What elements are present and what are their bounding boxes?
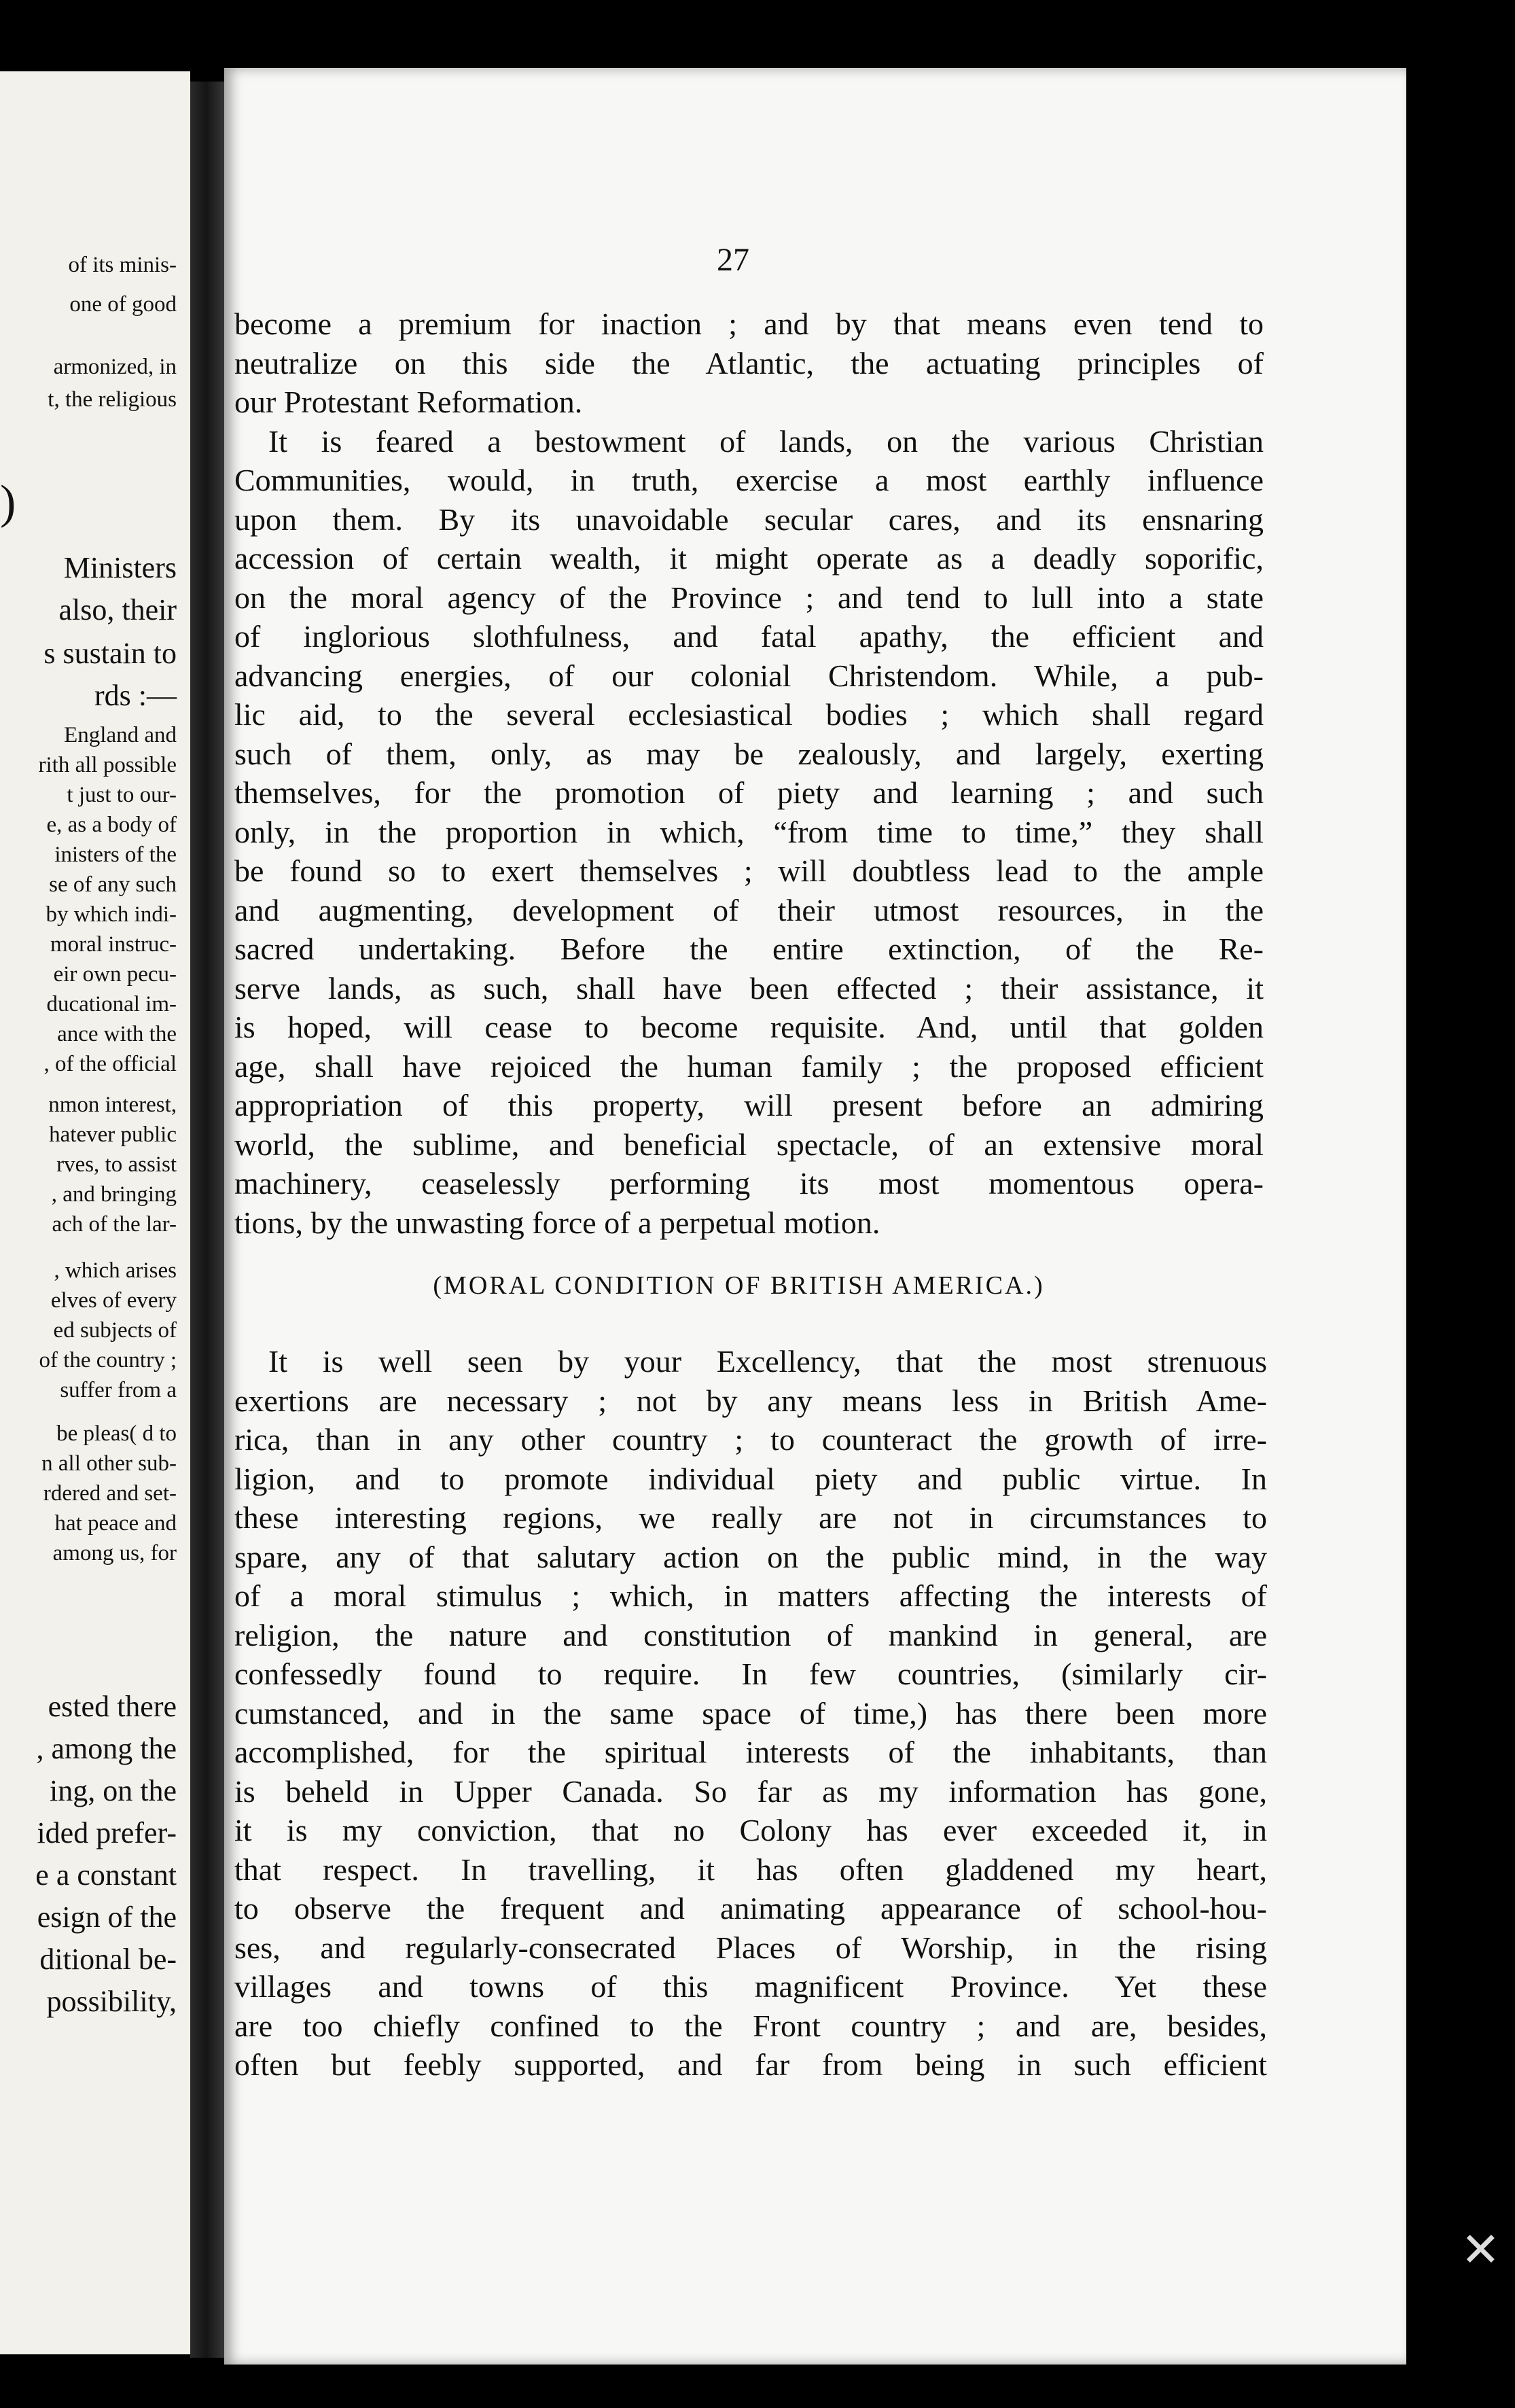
left-page-line: rith all possible [38,753,177,777]
left-page-line: of the country ; [39,1348,177,1373]
section-heading: (MORAL CONDITION OF BRITISH AMERICA.) [433,1271,1045,1300]
text-line: lic aid, to the several ecclesiastical bodies ; which shall regard [234,697,1264,732]
left-page-line: e a constant [35,1858,177,1892]
left-page-line: of its minis- [68,253,177,277]
text-line: It is well seen by your Excellency, that the most strenuous [268,1344,1267,1379]
text-line: be found so to exert themselves ; will doubtless lead to the ample [234,853,1264,888]
left-page-line: rds :— [94,679,177,712]
left-page-line: moral instruc- [50,932,177,957]
left-page-line: Ministers [63,551,177,584]
text-line: appropriation of this property, will present before an admiring [234,1088,1264,1122]
left-page-line: also, their [58,593,177,626]
section-2-text [234,1342,1267,2085]
text-line: spare, any of that salutary action on the public mind, in the way [234,1539,1267,1574]
left-page-line: one of good [69,292,177,317]
text-line: world, the sublime, and beneficial spectacle, of an extensive moral [234,1127,1264,1162]
left-page-line: t just to our- [67,783,177,807]
left-page-line: England and [64,723,177,747]
text-line: themselves, for the promotion of piety and learning ; and such [234,775,1264,810]
left-page-line: ided prefer- [37,1816,177,1849]
text-line: these interesting regions, we really are not in circumstances to [234,1500,1267,1535]
text-line: to observe the frequent and animating appearance of school-hou- [234,1891,1267,1926]
left-page-line: ditional be- [39,1943,177,1976]
left-page-line: hatever public [49,1122,177,1147]
left-page-line: hat peace and [54,1511,177,1536]
left-page-line: nmon interest, [48,1093,177,1117]
text-line: It is feared a bestowment of lands, on the various Christian [268,423,1264,459]
text-line: is beheld in Upper Canada. So far as my information has gone, [234,1773,1267,1809]
left-page-line: esign of the [37,1900,177,1934]
left-page-line: e, as a body of [46,813,177,837]
left-page-line: t, the religious [48,387,177,412]
text-line: rica, than in any other country ; to counteract the growth of irre- [234,1422,1267,1457]
text-line: age, shall have rejoiced the human family ; the proposed efficient [234,1048,1264,1084]
text-line: such of them, only, as may be zealously, and largely, exerting [234,736,1264,771]
text-line: upon them. By its unavoidable secular cares, and its ensnaring [234,501,1264,537]
left-page-line: by which indi- [46,902,177,927]
text-line: on the moral agency of the Province ; and tend to lull into a state [234,580,1264,615]
text-line: ligion, and to promote individual piety and public virtue. In [234,1461,1267,1496]
left-page-line: ach of the lar- [52,1212,177,1237]
text-line: villages and towns of this magnificent Province. Yet these [234,1969,1267,2004]
left-page-line: possibility, [46,1985,177,2018]
text-line: our Protestant Reformation. [234,385,583,419]
text-line: of a moral stimulus ; which, in matters affecting the interests of [234,1578,1267,1613]
text-line: are too chiefly confined to the Front country ; and are, besides, [234,2008,1267,2043]
left-page-line: eir own pecu- [53,962,177,987]
left-page-line: ance with the [57,1022,177,1046]
previous-page-fragment [0,71,190,2354]
text-line: advancing energies, of our colonial Christendom. While, a pub- [234,658,1264,693]
text-line: it is my conviction, that no Colony has ever exceeded it, in [234,1813,1267,1847]
text-line: sacred undertaking. Before the entire extinction, of the Re- [234,932,1264,966]
left-page-line: ested there [48,1690,177,1723]
left-page-line: , of the official [43,1052,177,1076]
left-page-line: inisters of the [54,843,177,867]
left-page-line: ed subjects of [53,1318,177,1343]
text-line: often but feebly supported, and far from being in such efficient [234,2047,1267,2082]
left-page-line: , which arises [54,1258,177,1283]
text-line: cumstanced, and in the same space of time,) has there been more [234,1695,1267,1731]
text-line: of inglorious slothfulness, and fatal apathy, the efficient and [234,619,1264,654]
page-number: 27 [717,242,749,278]
left-page-line: se of any such [49,872,177,897]
text-line: accomplished, for the spiritual interests of the inhabitants, than [234,1735,1267,1769]
text-line: Communities, would, in truth, exercise a most earthly influence [234,463,1264,497]
left-page-line: be pleas( d to [56,1421,177,1446]
left-page-line: rdered and set- [43,1481,177,1506]
section-1-text [234,304,1264,1242]
left-page-line: rves, to assist [56,1152,177,1177]
left-page-line: n all other sub- [41,1451,177,1476]
text-line: ses, and regularly-consecrated Places of Worship, in the rising [234,1930,1267,1965]
text-line: accession of certain wealth, it might operate as a deadly soporific, [234,541,1264,576]
text-line: is hoped, will cease to become requisite. And, until that golden [234,1010,1264,1044]
text-line: become a premium for inaction ; and by that means even tend to [234,306,1264,341]
left-page-line: ) [0,476,16,529]
text-line: tions, by the unwasting force of a perpetual motion. [234,1205,880,1240]
text-line: serve lands, as such, shall have been effected ; their assistance, it [234,970,1264,1006]
left-page-line: elves of every [50,1288,177,1313]
corner-mark: ✕ [1461,2222,1501,2278]
left-page-line: ing, on the [50,1774,177,1807]
text-line: neutralize on this side the Atlantic, the actuating principles of [234,345,1264,380]
left-page-line: suffer from a [60,1378,177,1402]
left-page-line: , and bringing [51,1182,177,1207]
left-page-line: among us, for [52,1541,177,1565]
text-line: machinery, ceaselessly performing its most momentous opera- [234,1166,1264,1201]
text-line: that respect. In travelling, it has often gladdened my heart, [234,1852,1267,1887]
left-page-line: ducational im- [46,992,177,1016]
text-line: confessedly found to require. In few countries, (similarly cir- [234,1657,1267,1691]
text-line: religion, the nature and constitution of mankind in general, are [234,1617,1267,1652]
left-page-line: , among the [36,1732,177,1765]
text-line: only, in the proportion in which, “from time to time,” they shall [234,814,1264,849]
left-page-line: s sustain to [43,637,177,670]
text-line: and augmenting, development of their utmost resources, in the [234,892,1264,927]
text-line: exertions are necessary ; not by any means less in British Ame- [234,1383,1267,1418]
left-page-line: armonized, in [53,355,177,379]
